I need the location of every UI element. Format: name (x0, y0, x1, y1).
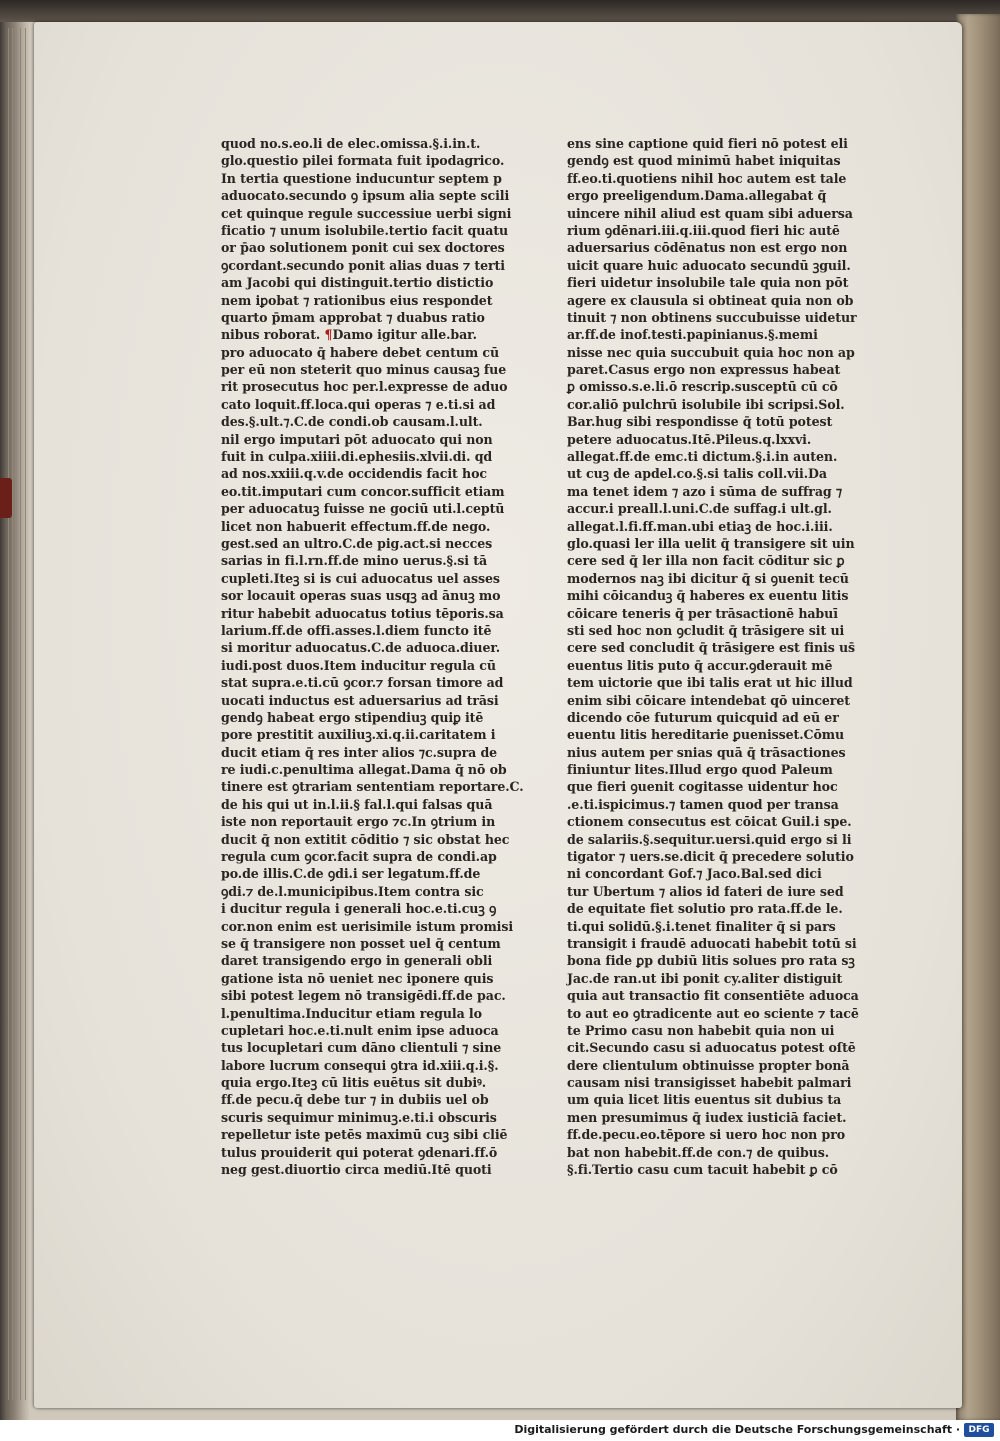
text-line: tem uictorie que ibi talis erat ut hic illud (567, 675, 853, 691)
text-line: cato loquit.ff.loca.qui operas ⁊ e.ti.si ad (221, 396, 496, 412)
text-line: cupleti.Iteꝫ si is cui aduocatus uel asses (221, 570, 500, 586)
page-edge-stack (16, 28, 17, 1400)
text-line: nem iꝑobat ⁊ rationibus eius respondet (221, 292, 493, 308)
text-column-right (567, 135, 859, 1178)
text-line: po.de illis.C.de ꝯdi.i ser legatum.ff.de (221, 866, 481, 882)
text-line: quia aut transactio fit consentiēte aduoca (567, 988, 859, 1004)
text-line: tigator ⁊ uers.se.dicit q̄ precedere solutio (567, 849, 854, 865)
text-line: per eū non steterit quo minus causaꝫ fue (221, 362, 507, 378)
text-line: se q̄ transigere non posset uel q̄ centum (221, 935, 501, 951)
text-line: nil ergo imputari pōt aduocato qui non (221, 431, 493, 447)
text-line: enim sibi cōicare intendebat qō uinceret (567, 692, 850, 708)
text-line: cit.Secundo casu si aduocatus potest oſtē (567, 1040, 856, 1056)
text-line: glo.quasi ler illa uelit q̄ transigere sit uin (567, 535, 855, 551)
text-line: allegat.ff.de emc.ti dictum.§.i.in auten. (567, 449, 838, 465)
text-line: iudi.post duos.Item inducitur regula cū (221, 657, 496, 673)
text-line: quarto p̄mam approbat ⁊ duabus ratio (221, 309, 485, 325)
page-edge-stack (25, 28, 26, 1400)
text-line (221, 326, 483, 343)
text-line: petere aduocatus.Itē.Pileus.q.lxxvi. (567, 431, 812, 447)
text-line: ad nos.xxiii.q.v.de occidendis facit hoc (221, 466, 487, 482)
text-line: dicendo cōe futurum quicquid ad eū er (567, 709, 839, 725)
text-line: si moritur aduocatus.C.de aduoca.diuer. (221, 640, 501, 656)
text-line: to aut eo ꝯtradicente aut eo sciente ⁊ tacē (567, 1005, 859, 1021)
text-line: .e.ti.ispicimus.⁊ tamen quod per transa (567, 796, 839, 812)
text-line: re iudi.c.penultima allegat.Dama q̄ nō ob (221, 762, 507, 778)
text-line: que fieri ꝯuenit cogitasse uidentur hoc (567, 779, 838, 795)
text-line: sti sed hoc non ꝯcludit q̄ trāsigere sit ui (567, 622, 845, 638)
text-line: ꝯdi.⁊ de.l.municipibus.Item contra sic (221, 883, 484, 899)
text-line: gest.sed an ultro.C.de pig.act.si necces (221, 535, 493, 551)
funding-notice: Digitalisierung gefördert durch die Deutsche Forschungsgemeinschaft · (514, 1423, 960, 1436)
text-line: tinere est ꝯtrariam sententiam reportare.C. (221, 779, 524, 795)
text-line: uicit quare huic aduocato secundū ꝫguil. (567, 257, 851, 273)
text-line: ctionem consecutus est cōicat Guil.i spe. (567, 814, 852, 830)
text-line: modernos naꝫ ibi dicitur q̄ si ꝯuenit tecū (567, 570, 849, 586)
text-line: ergo preeligendum.Dama.allegabat q̄ (567, 188, 827, 204)
text-line: rit prosecutus hoc per.l.expresse de aduo (221, 379, 508, 395)
text-line: bona fide ꝑp dubiū litis solues pro rata sꝫ (567, 953, 855, 969)
text-line: cor.aliō pulchrū isolubile ibi scripsi.Sol. (567, 396, 845, 412)
text-line: bat non habebit.ff.de con.⁊ de quibus. (567, 1144, 830, 1160)
text-line: glo.questio pilei formata fuit ipodagrico. (221, 153, 505, 169)
text-line: larium.ff.de offi.asses.l.diem functo itē (221, 622, 492, 638)
text-line: euentu litis hereditarie ꝑuenisset.Cōmu (567, 727, 845, 743)
text-line: ꝯcordant.secundo ponit alias duas ⁊ terti (221, 257, 505, 273)
text-line: agere ex clausula si obtineat quia non ob (567, 292, 854, 308)
text-line: scuris sequimur minimuꝫ.e.ti.i obscuris (221, 1109, 497, 1125)
text-line: or p̄ao solutionem ponit cui sex doctores (221, 240, 505, 256)
text-line: ficatio ⁊ unum isolubile.tertio facit quatu (221, 222, 509, 238)
text-line: ff.de pecu.q̄ debe tur ⁊ in dubiis uel ob (221, 1092, 489, 1108)
text-line: aduersarius cōdēnatus non est ergo non (567, 240, 848, 256)
page-edge-stack (20, 28, 21, 1400)
text-line: pore prestitit auxiliuꝫ.xi.q.ii.caritatem i (221, 727, 496, 743)
text-line: labore lucrum consequi ꝯtra id.xiii.q.i.§. (221, 1057, 499, 1073)
text-line: tulus prouiderit qui poterat ꝯdenari.ff.ō (221, 1144, 498, 1160)
text-line: dere clientulum obtinuisse propter bonā (567, 1057, 850, 1073)
text-line: rium ꝯdēnari.iii.q.iii.quod fieri hic autē (567, 222, 840, 238)
text-line: quod no.s.eo.li de elec.omissa.§.i.in.t. (221, 136, 481, 151)
text-line: ꝑ omisso.s.e.li.ō rescrip.susceptū cū cō (567, 379, 838, 395)
text-line: ducit etiam q̄ res inter alios ⁊c.supra de (221, 744, 498, 760)
text-line: de his qui ut in.l.ii.§ fal.l.qui falsas quā (221, 796, 493, 812)
text-line: ma tenet idem ⁊ azo i sūma de suffrag ⁊ (567, 483, 843, 499)
cover-board (956, 14, 1000, 1420)
dfg-logo: DFG (964, 1423, 994, 1437)
footer-bar (0, 1420, 1000, 1441)
text-line: sibi potest legem nō transigēdi.ff.de pac. (221, 988, 506, 1004)
text-line: transigit i fraudē aduocati habebit totū si (567, 935, 857, 951)
text-line: tus locupletari cum dāno clientuli ⁊ sine (221, 1040, 502, 1056)
bookmark-ribbon (0, 478, 12, 518)
text-line: cere sed q̄ ler illa non facit cōditur sic ꝑ (567, 553, 845, 569)
text-line: daret transigendo ergo in generali obli (221, 953, 493, 969)
text-line-tail: Damo igitur alle.bar. (332, 327, 477, 343)
text-line: causam nisi transigisset habebit palmari (567, 1075, 852, 1091)
page-edge-stack (12, 28, 13, 1400)
text-line: finiuntur lites.Illud ergo quod Paleum (567, 762, 833, 778)
binding-top-edge (0, 0, 1000, 22)
text-line: regula cum ꝯcor.facit supra de condi.ap (221, 849, 497, 865)
text-line: ens sine captione quid fieri nō potest eli (567, 136, 848, 151)
text-line: eo.tit.imputari cum concor.sufficit etiam (221, 483, 505, 499)
text-line: aduocato.secundo ꝯ ipsum alia septe scili (221, 188, 510, 204)
text-line: i ducitur regula i generali hoc.e.ti.cuꝫ ꝯ (221, 901, 497, 917)
text-line: ritur habebit aduocatus totius tēporis.sa (221, 605, 504, 621)
text-line: fuit in culpa.xiiii.di.ephesiis.xlvii.di. qd (221, 449, 493, 465)
text-line: licet non habuerit effectum.ff.de nego. (221, 518, 491, 534)
pilcrow-mark: ¶ (324, 327, 333, 343)
text-line: ut cuꝫ de apdel.co.§.si talis coll.vii.Da (567, 466, 827, 482)
text-line: cere sed concludit q̄ trāsigere est finis us̄ (567, 640, 856, 656)
text-line: repelletur iste petēs maximū cuꝫ sibi cliē (221, 1127, 508, 1143)
text-line: men presumimus q̄ iudex iusticiā faciet. (567, 1109, 847, 1125)
text-line: accur.i preall.l.uni.C.de suffag.i ult.gl. (567, 501, 832, 517)
text-line: pro aduocato q̄ habere debet centum cū (221, 344, 500, 360)
text-line: l.penultima.Inducitur etiam regula lo (221, 1005, 482, 1021)
text-line: ducit q̄ non extitit cōditio ⁊ sic obstat hec (221, 831, 510, 847)
text-line: sarias in fi.l.rn.ff.de mino uerus.§.si tā (221, 553, 488, 569)
text-line: uocati inductus est aduersarius ad trāsi (221, 692, 499, 708)
text-line: ff.eo.ti.quotiens nihil hoc autem est tale (567, 170, 847, 186)
text-line: sor locauit operas suas usqꝫ ad ānuꝫ mo (221, 588, 501, 604)
text-line: fieri uidetur insolubile tale quia non pōt (567, 275, 849, 291)
text-line: uincere nihil aliud est quam sibi aduersa (567, 205, 853, 221)
text-line: neg gest.diuortio circa mediū.Itē quoti (221, 1162, 492, 1178)
text-line: tur Ubertum ⁊ alios id fateri de iure sed (567, 883, 844, 899)
text-line: nius autem per snias quā q̄ trāsactiones (567, 744, 846, 760)
text-line: mihi cōicanduꝫ q̄ haberes ex euentu litis (567, 588, 849, 604)
text-line: des.§.ult.⁊.C.de condi.ob causam.l.ult. (221, 414, 483, 430)
text-line: ni concordant Gof.⁊ Jaco.Bal.sed dici (567, 866, 822, 882)
text-line: Jac.de ran.ut ibi ponit cy.aliter distiguit (567, 970, 843, 986)
text-line: stat supra.e.ti.cū ꝯcor.⁊ forsan timore ad (221, 675, 504, 691)
text-line: um quia licet litis euentus sit dubius ta (567, 1092, 842, 1108)
text-line: per aduocatuꝫ fuisse ne gociū uti.l.ceptū (221, 501, 505, 517)
text-line: allegat.l.fi.ff.man.ubi etiaꝫ de hoc.i.iii. (567, 518, 833, 534)
text-column-left (221, 135, 524, 1178)
text-line: iste non reportauit ergo ⁊c.In ꝯtrium in (221, 814, 496, 830)
text-line: §.fi.Tertio casu cum tacuit habebit ꝑ cō (567, 1162, 838, 1178)
text-line: cupletari hoc.e.ti.nult enim ipse aduoca (221, 1022, 499, 1038)
page-edge-stack (8, 28, 9, 1400)
text-line: tinuit ⁊ non obtinens succubuisse uidetur (567, 309, 857, 325)
text-line: euentus litis puto q̄ accur.ꝯderauit mē (567, 657, 833, 673)
text-line: ar.ff.de inof.testi.papinianus.§.memi (567, 327, 818, 343)
text-line: quia ergo.Iteꝫ cū litis euētus sit dubiꝰ. (221, 1075, 487, 1091)
text-line: cōicare teneris q̄ per trāsactionē habuī (567, 605, 838, 621)
text-line: gatione ista nō ueniet nec iponere quis (221, 970, 494, 986)
text-line: am Jacobi qui distinguit.tertio distictio (221, 275, 494, 291)
text-line: de salariis.§.sequitur.uersi.quid ergo si li (567, 831, 852, 847)
text-line-content: nibus roborat. (221, 327, 321, 343)
text-line: gendꝯ habeat ergo stipendiuꝫ quiꝑ itē (221, 709, 484, 725)
text-line: de equitate fiet solutio pro rata.ff.de le. (567, 901, 843, 917)
text-line: ff.de.pecu.eo.tēpore si uero hoc non pro (567, 1127, 846, 1143)
text-line: paret.Casus ergo non expressus habeat (567, 362, 841, 378)
text-line: te Primo casu non habebit quia non ui (567, 1022, 835, 1038)
text-line: Bar.hug sibi respondisse q̄ totū potest (567, 414, 833, 430)
text-line: In tertia questione inducuntur septem p (221, 170, 502, 186)
text-line: ti.qui solidū.§.i.tenet finaliter q̄ si pars (567, 918, 836, 934)
text-line: cet quinque regule successiue uerbi signi (221, 205, 512, 221)
text-line: gendꝯ est quod minimū habet iniquitas (567, 153, 841, 169)
text-line: cor.non enim est uerisimile istum promisi (221, 918, 514, 934)
text-line: nisse nec quia succubuit quia hoc non ap (567, 344, 855, 360)
